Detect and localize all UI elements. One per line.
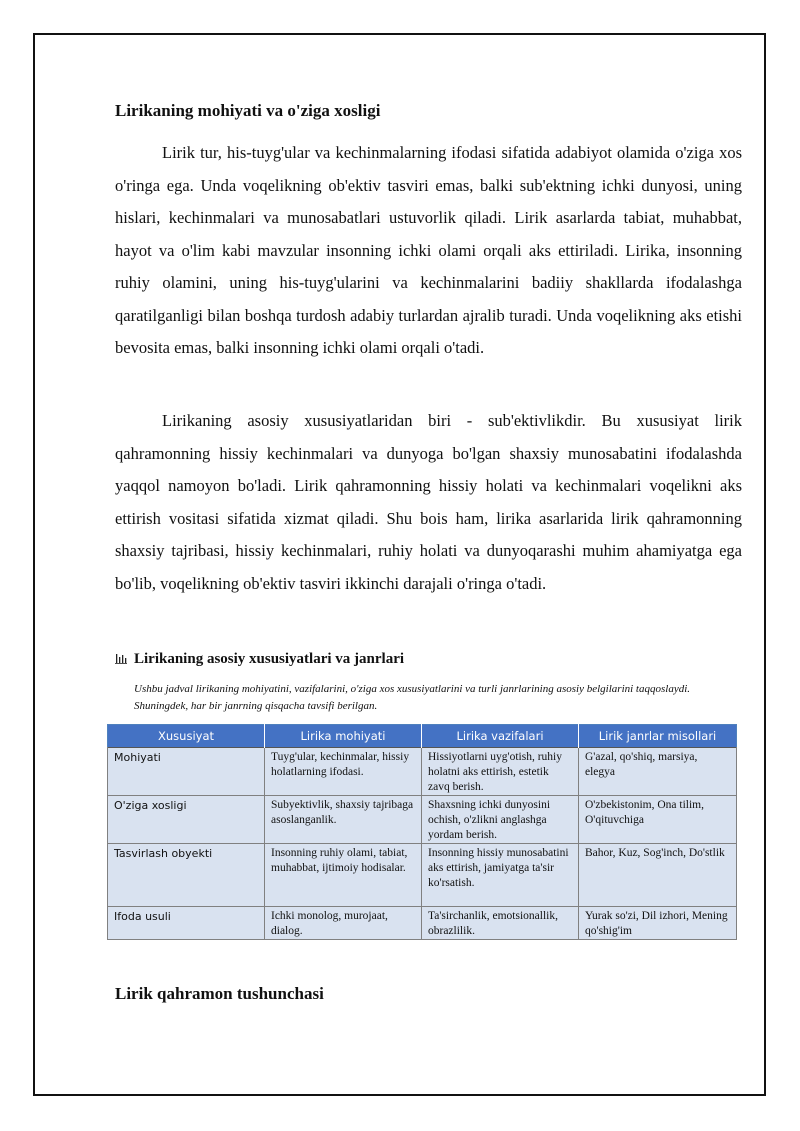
table-row: [108, 748, 737, 796]
table-title-text: Lirikaning asosiy xususiyatlari va janrlari: [134, 651, 405, 667]
table-row: [108, 907, 737, 940]
row-header-cell: Ifoda usuli: [108, 907, 265, 940]
section-heading: Lirik qahramon tushunchasi: [115, 984, 324, 1003]
bar-chart-icon: [115, 652, 127, 668]
table-cell: Tuyg'ular, kechinmalar, hissiy holatlarning ifodasi.: [265, 748, 422, 796]
table-cell: Hissiyotlarni uyg'otish, ruhiy holatni aks ettirish, estetik zavq berish.: [422, 748, 579, 796]
table-cell: Shaxsning ichki dunyosini ochish, o'zlikni anglashga yordam berish.: [422, 796, 579, 844]
column-header: Xususiyat: [108, 725, 265, 748]
table-row: [108, 844, 737, 907]
table-cell: Subyektivlik, shaxsiy tajribaga asoslanganlik.: [265, 796, 422, 844]
table-header-row: [108, 725, 737, 748]
column-header: Lirika mohiyati: [265, 725, 422, 748]
column-header: Lirika vazifalari: [422, 725, 579, 748]
comparison-table: [107, 724, 737, 940]
row-header-cell: Mohiyati: [108, 748, 265, 796]
table-description: Ushbu jadval lirikaning mohiyatini, vazifalarini, o'ziga xos xususiyatlarini va turli janrlarining asosiy belgilarini taqqoslaydi. Shuningdek, har bir janrning qisqacha tavsifi berilgan.: [134, 683, 691, 712]
column-header: Lirik janrlar misollari: [579, 725, 737, 748]
table-cell: Insonning ruhiy olami, tabiat, muhabbat, ijtimoiy hodisalar.: [265, 844, 422, 907]
table-row: [108, 796, 737, 844]
row-header-cell: O'ziga xosligi: [108, 796, 265, 844]
table-title: [115, 651, 404, 668]
table-cell: Bahor, Kuz, Sog'inch, Do'stlik: [579, 844, 737, 907]
paragraph: Lirik tur, his-tuyg'ular va kechinmalarning ifodasi sifatida adabiyot olamida o'ziga xos o'ringa ega. Unda voqelikning ob'ektiv tasviri emas, balki sub'ektning ichki dunyosi, uning hislari, kechinmalari va munosabatlari ustuvorlik qiladi. Lirik asarlarda tabiat, muhabbat, hayot va o'lim kabi mavzular insonning ichki olami orqali aks ettiriladi. Lirika, insonning ruhiy olamini, uning his-tuyg'ularini va kechinmalarini badiiy shakllarda ifodalashga qaratilganligi bilan boshqa turdosh adabiy turlardan ajralib turadi. Unda voqelikning aks etishi bevosita emas, balki insonning ichki olami orqali o'tadi.: [115, 143, 742, 357]
section-heading: Lirikaning mohiyati va o'ziga xosligi: [115, 101, 381, 120]
row-header-cell: Tasvirlash obyekti: [108, 844, 265, 907]
table-cell: O'zbekistonim, Ona tilim, O'qituvchiga: [579, 796, 737, 844]
table-cell: Insonning hissiy munosabatini aks ettirish, jamiyatga ta'sir ko'rsatish.: [422, 844, 579, 907]
table-cell: Ichki monolog, murojaat, dialog.: [265, 907, 422, 940]
paragraph: Lirikaning asosiy xususiyatlaridan biri - sub'ektivlikdir. Bu xususiyat lirik qahramonning hissiy kechinmalari va dunyoga bo'lgan shaxsiy munosabatini ifodalashda yaqqol namoyon bo'ladi. Lirik qahramonning hissiy holati va kechinmalari voqelikni aks ettirish vositasi sifatida xizmat qiladi. Shu bois ham, lirika asarlarida lirik qahramonning shaxsiy tajribasi, hissiy kechinmalari, ruhiy holati va dunyoqarashi muhim ahamiyatga ega bo'lib, voqelikning ob'ektiv tasviri ikkinchi darajali o'ringa o'tadi.: [115, 411, 742, 593]
table-cell: G'azal, qo'shiq, marsiya, elegya: [579, 748, 737, 796]
table-cell: Yurak so'zi, Dil izhori, Mening qo'shig'im: [579, 907, 737, 940]
table-cell: Ta'sirchanlik, emotsionallik, obrazlilik.: [422, 907, 579, 940]
